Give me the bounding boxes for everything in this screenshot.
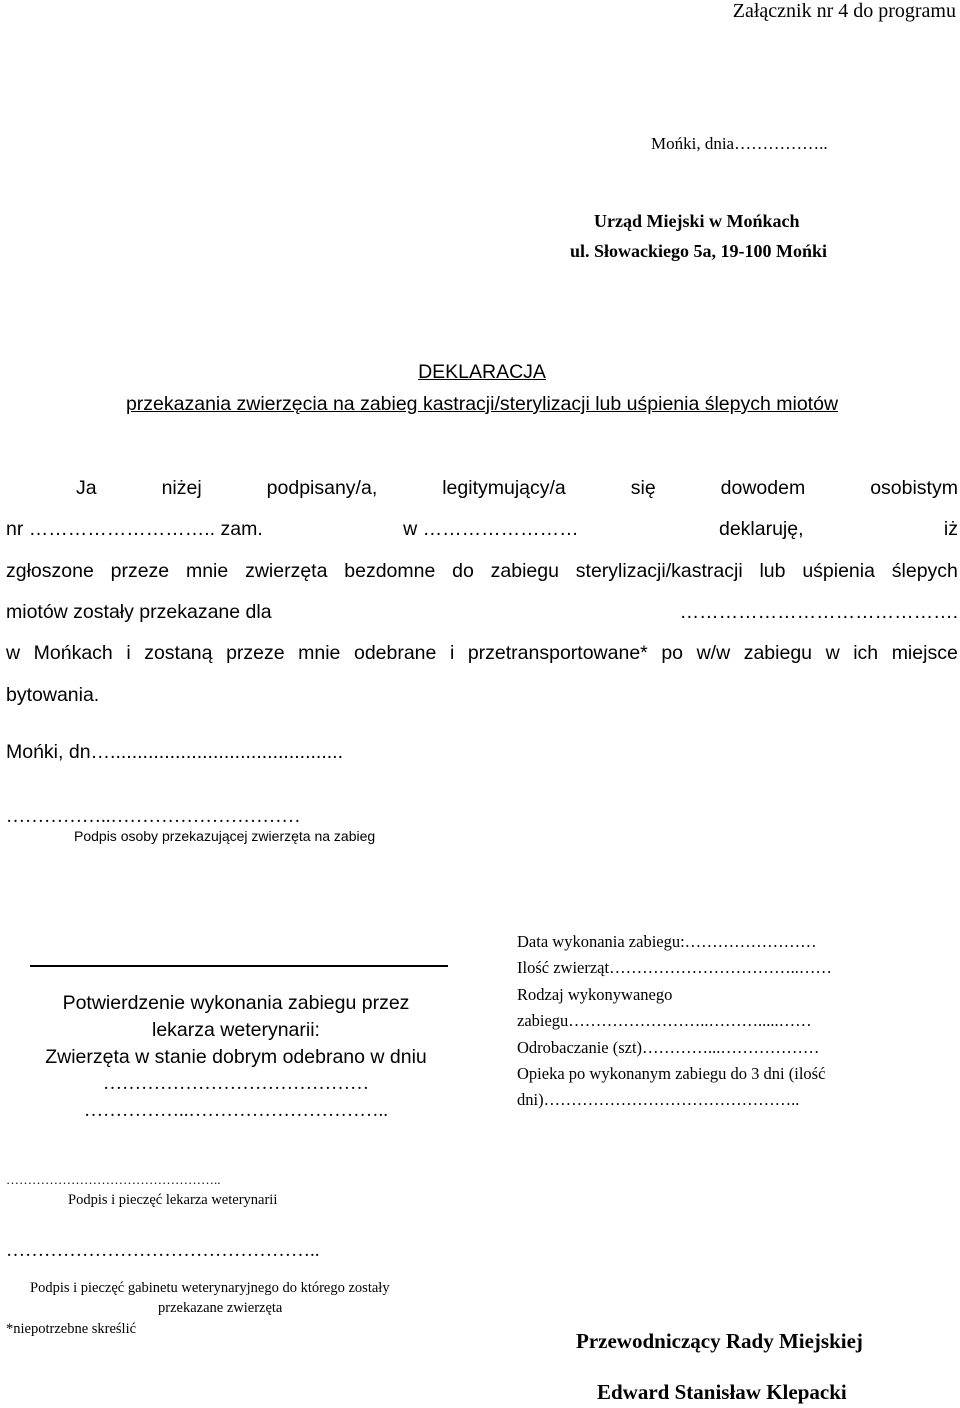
declaration-title: DEKLARACJA <box>418 361 546 383</box>
vet-confirm-line2: lekarza weterynarii: <box>152 1019 320 1041</box>
declaration-subtitle: przekazania zwierzęcia na zabieg kastracji/sterylizacji lub uśpienia ślepych miotów <box>125 393 839 415</box>
procedure-type-label: Rodzaj wykonywanego <box>517 985 673 1004</box>
procedure-care-label: Opieka po wykonanym zabiegu do 3 dni (ilość <box>517 1064 826 1083</box>
body-line-3: zgłoszone przeze mnie zwierzęta bezdomne do zabiegu sterylizacji/kastracji lub uśpienia ślepych <box>6 560 958 582</box>
chair-title: Przewodniczący Rady Miejskiej <box>576 1329 863 1353</box>
vet-signature-dots: ………………………………………….. <box>6 1172 221 1187</box>
recipient-line1: Urząd Miejski w Mońkach <box>594 211 800 231</box>
body-line-4: miotów zostały przekazane dla ……………………………………. <box>6 601 958 623</box>
procedure-deworming: Odrobaczanie (szt)…………...……………… <box>517 1038 820 1057</box>
divider-line <box>30 965 448 967</box>
clinic-signature-caption-2: przekazane zwierzęta <box>158 1300 283 1316</box>
signing-date: Mońki, dn…........................................... <box>6 741 344 763</box>
recipient-line2: ul. Słowackiego 5a, 19-100 Mońki <box>570 241 828 261</box>
body-line-1: Ja niżej podpisany/a, legitymujący/a się dowodem osobistym <box>76 477 958 499</box>
vet-confirm-dots2: ……………..………………………….. <box>84 1100 388 1121</box>
procedure-care-days: dni)……………………………………….. <box>517 1090 800 1109</box>
body-line-6: bytowania. <box>6 684 100 706</box>
vet-signature-caption: Podpis i pieczęć lekarza weterynarii <box>68 1192 278 1208</box>
attachment-label: Załącznik nr 4 do programu <box>732 0 956 22</box>
body-line-5: w Mońkach i zostaną przeze mnie odebrane i przetransportowane* po w/w zabiegu w ich miejsce <box>6 642 958 664</box>
vet-confirm-line3: Zwierzęta w stanie dobrym odebrano w dniu <box>45 1046 427 1068</box>
signature-dots: ……………..………………………… <box>6 806 301 827</box>
procedure-count: Ilość zwierząt……………………………..…… <box>517 958 832 977</box>
body-line-2: nr ……………………….. zam. w …………………… deklaruję, iż <box>6 518 958 540</box>
clinic-signature-caption-1: Podpis i pieczęć gabinetu weterynaryjnego do którego zostały <box>30 1280 390 1296</box>
signature-caption: Podpis osoby przekazującej zwierzęta na zabieg <box>74 828 376 844</box>
footnote: *niepotrzebne skreślić <box>6 1321 137 1337</box>
vet-confirm-line1: Potwierdzenie wykonania zabiegu przez <box>62 992 410 1014</box>
procedure-type: zabiegu……………………..……….....…… <box>517 1011 812 1030</box>
clinic-signature-dots: ………………………………………….. <box>6 1240 320 1261</box>
place-date: Mońki, dnia…………….. <box>651 134 828 153</box>
vet-confirm-dots1: …………………………………… <box>103 1073 369 1094</box>
procedure-date: Data wykonania zabiegu:…………………… <box>517 932 817 951</box>
chair-name: Edward Stanisław Klepacki <box>597 1380 847 1404</box>
